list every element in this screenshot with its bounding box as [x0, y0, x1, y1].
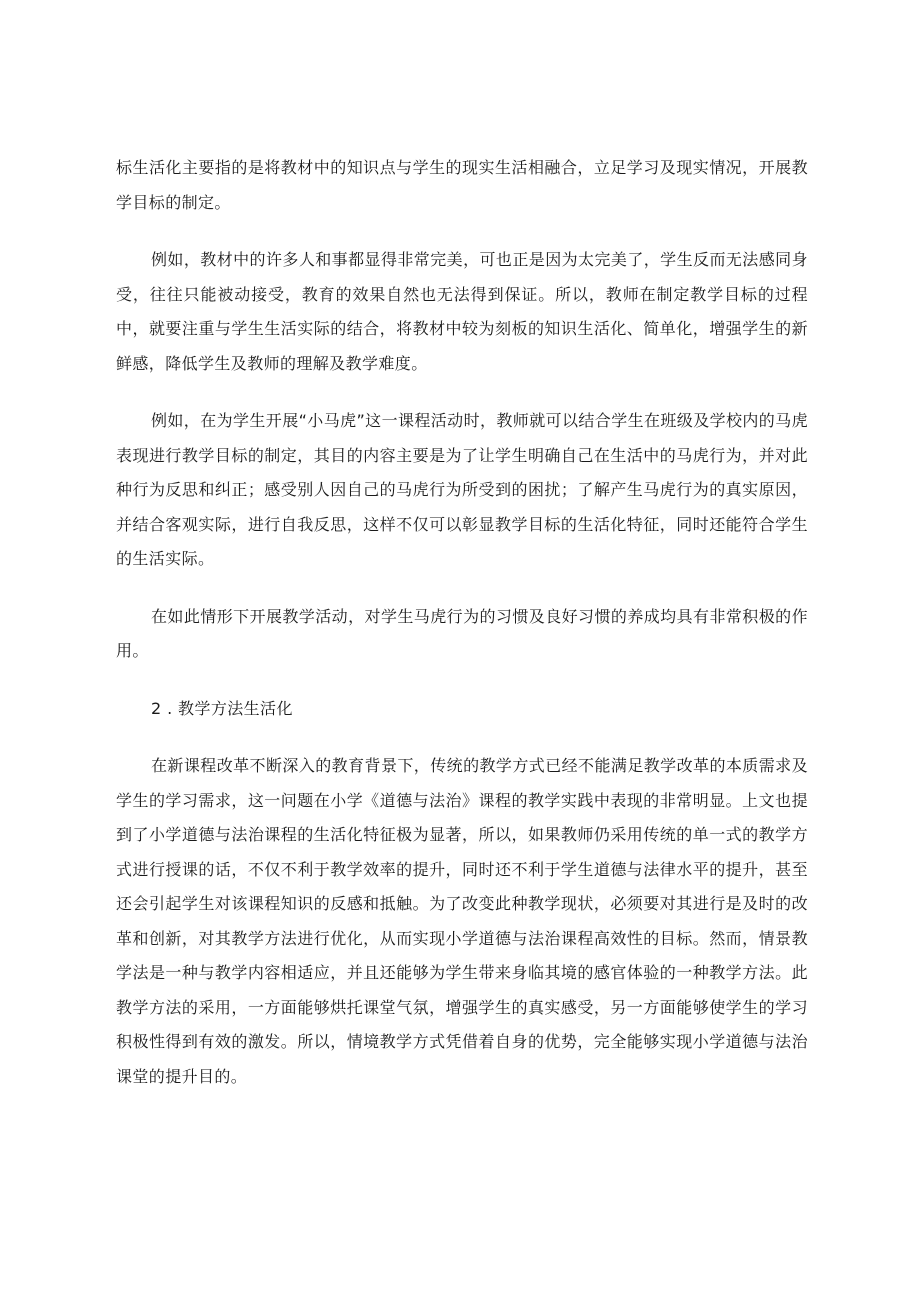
paragraph-5: 在新课程改革不断深入的教育背景下，传统的教学方式已经不能满足教学改革的本质需求及学生的学习需求，这一问题在小学《道德与法治》课程的教学实践中表现的非常明显。上文也提到了小学道德与法治课程的生活化特征极为显著，所以，如果教师仍采用传统的单一式的教学方式进行授课的话，不仅不利于教学效率的提升，同时还不利于学生道德与法律水平的提升，甚至还会引起学生对该课程知识的反感和抵触。为了改变此种教学现状，必须要对其进行是及时的改革和创新，对其教学方法进行优化，从而实现小学道德与法治课程高效性的目标。然而，情景教学法是一种与教学内容相适应，并且还能够为学生带来身临其境的感官体验的一种教学方法。此教学方法的采用，一方面能够烘托课堂气氛，增强学生的真实感受，另一方面能够使学生的学习积极性得到有效的激发。所以，情境教学方式凭借着自身的优势，完全能够实现小学道德与法治课堂的提升目的。 [116, 756, 808, 1086]
paragraph-4: 在如此情形下开展教学活动，对学生马虎行为的习惯及良好习惯的养成均具有非常积极的作用。 [116, 606, 808, 660]
paragraph-2: 例如，教材中的许多人和事都显得非常完美，可也正是因为太完美了，学生反而无法感同身受，往往只能被动接受，教育的效果自然也无法得到保证。所以，教师在制定教学目标的过程中，就要注重与学生生活实际的结合，将教材中较为刻板的知识生活化、简单化，增强学生的新鲜感，降低学生及教师的理解及教学难度。 [116, 250, 808, 373]
paragraph-3: 例如，在为学生开展“小马虎”这一课程活动时，教师就可以结合学生在班级及学校内的马虎表现进行教学目标的制定，其目的内容主要是为了让学生明确自己在生活中的马虎行为，并对此种行为反思和纠正；感受别人因自己的马虎行为所受到的困扰；了解产生马虎行为的真实原因，并结合客观实际，进行自我反思，这样不仅可以彰显教学目标的生活化特征，同时还能符合学生的生活实际。 [116, 411, 808, 568]
document-body [116, 151, 808, 1117]
paragraph-1: 标生活化主要指的是将教材中的知识点与学生的现实生活相融合，立足学习及现实情况，开展教学目标的制定。 [116, 158, 808, 212]
section-heading: 2 . 教学方法生活化 [151, 698, 293, 718]
